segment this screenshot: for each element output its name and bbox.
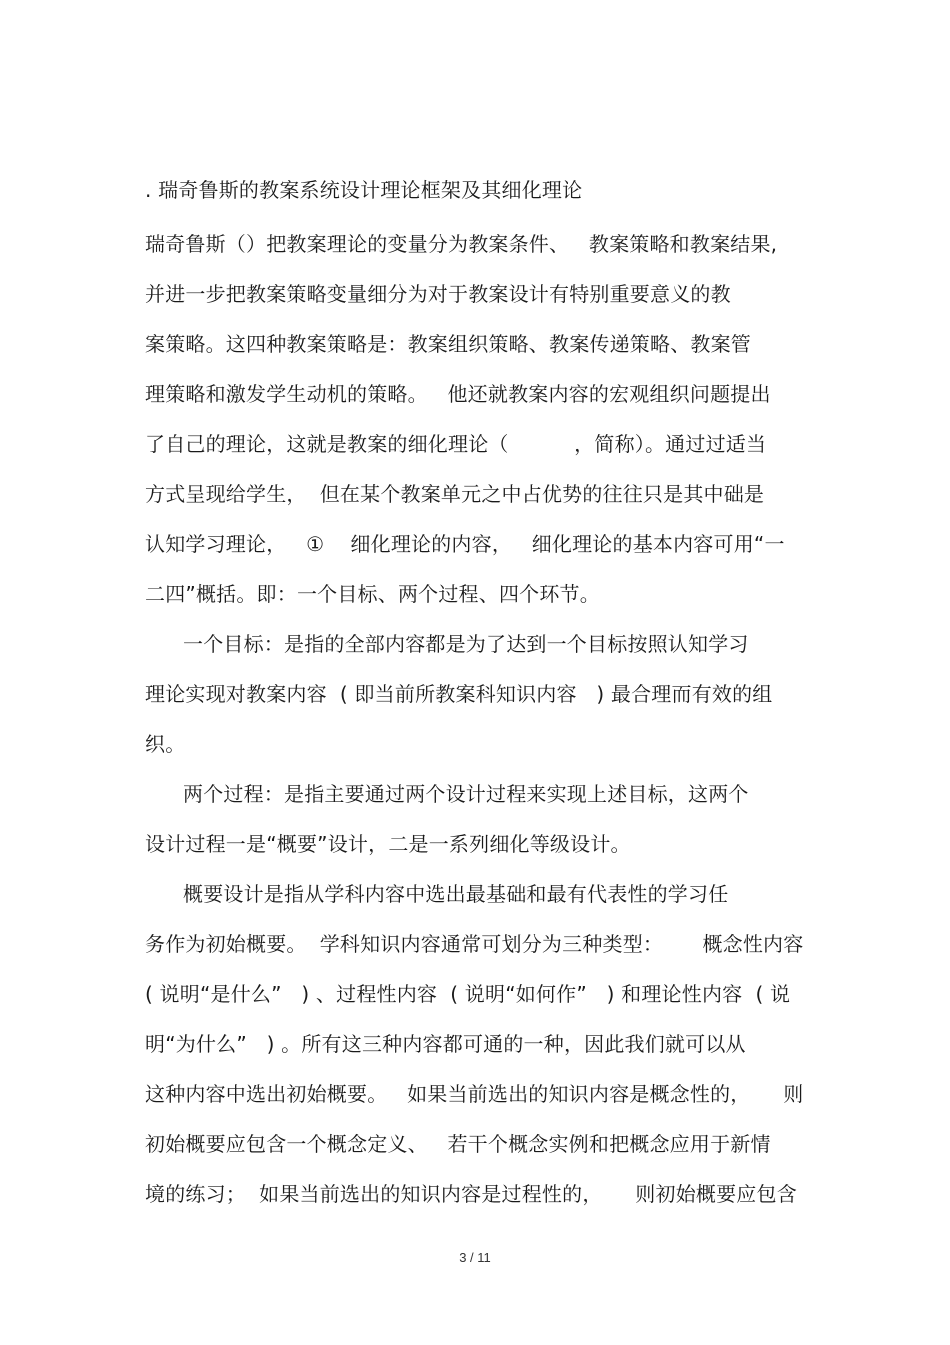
text-line: 方式呈现给学生， 但在某个教案单元之中占优势的往往只是其中础是 bbox=[145, 482, 765, 506]
paragraph-start: 一个目标：是指的全部内容都是为了达到一个目标按照认知学习 bbox=[183, 632, 749, 656]
text-line: 瑞奇鲁斯（）把教案理论的变量分为教案条件、 教案策略和教案结果, bbox=[145, 232, 778, 256]
text-line: 境的练习； 如果当前选出的知识内容是过程性的， 则初始概要应包含 bbox=[145, 1182, 797, 1206]
text-line: 并进一步把教案策略变量细分为对于教案设计有特别重要意义的教 bbox=[145, 282, 731, 306]
page-number: 3 / 11 bbox=[459, 1250, 491, 1265]
text-line: 初始概要应包含一个概念定义、 若干个概念实例和把概念应用于新情 bbox=[145, 1132, 771, 1156]
text-line: 认知学习理论， ① 细化理论的内容， 细化理论的基本内容可用“一 bbox=[145, 532, 785, 556]
paragraph-start: 两个过程：是指主要通过两个设计过程来实现上述目标，这两个 bbox=[183, 782, 749, 806]
text-line: 案策略。这四种教案策略是：教案组织策略、教案传递策略、教案管 bbox=[145, 332, 751, 356]
text-line: 理策略和激发学生动机的策略。 他还就教案内容的宏观组织问题提出 bbox=[145, 382, 771, 406]
text-line: 二四”概括。即：一个目标、两个过程、四个环节。 bbox=[145, 582, 600, 606]
text-line: 明“为什么” ) 。所有这三种内容都可通的一种，因此我们就可以从 bbox=[145, 1032, 746, 1056]
paragraph-start: 概要设计是指从学科内容中选出最基础和最有代表性的学习任 bbox=[183, 882, 729, 906]
text-line: 这种内容中选出初始概要。 如果当前选出的知识内容是概念性的， 则 bbox=[145, 1082, 804, 1106]
section-title: . 瑞奇鲁斯的教案系统设计理论框架及其细化理论 bbox=[145, 178, 583, 202]
text-line: 织。 bbox=[145, 732, 186, 756]
text-line: 务作为初始概要。 学科知识内容通常可划分为三种类型： 概念性内容 bbox=[145, 932, 804, 956]
text-line: 理论实现对教案内容 ( 即当前所教案科知识内容 ) 最合理而有效的组 bbox=[145, 682, 773, 706]
text-line: 设计过程一是“概要”设计，二是一系列细化等级设计。 bbox=[145, 832, 631, 856]
text-line: 了自己的理论，这就是教案的细化理论（ ，简称）。通过过适当 bbox=[145, 432, 767, 456]
text-line: ( 说明“是什么” ) 、过程性内容 ( 说明“如何作” ) 和理论性内容 ( 说 bbox=[145, 982, 791, 1006]
